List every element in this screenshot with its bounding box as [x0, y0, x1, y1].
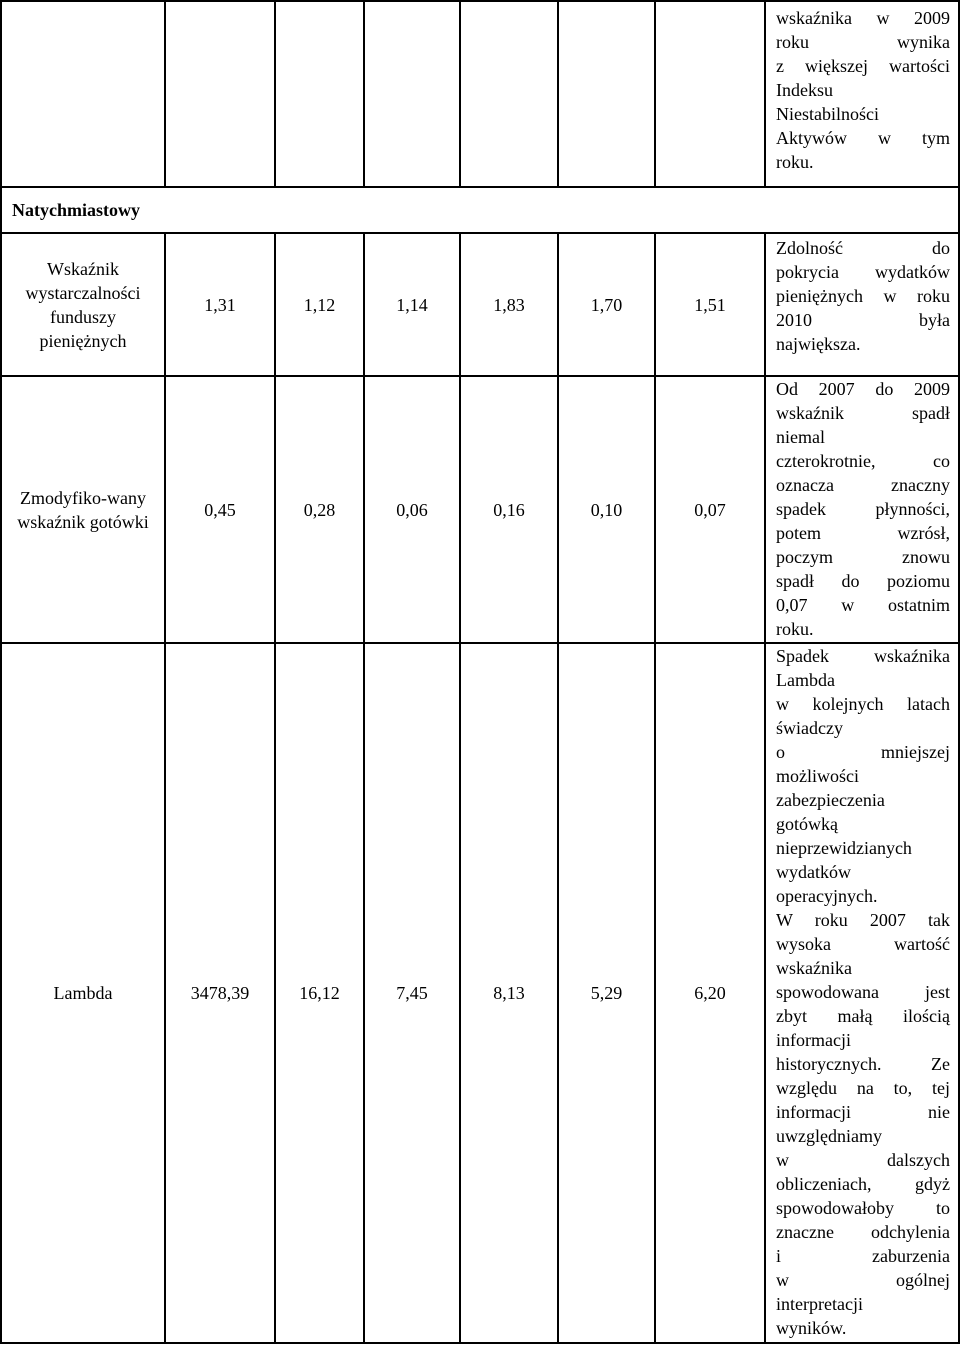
description-line: wyników. — [776, 1318, 847, 1338]
description-line: uwzględniamy — [776, 1126, 882, 1146]
empty-cell — [275, 1, 364, 187]
indicator-name: Wskaźnik wystarczalności funduszy pieniężnych — [1, 233, 165, 376]
description-line: Od 2007 do 2009 — [776, 379, 950, 399]
value-cell: 1,83 — [460, 233, 558, 376]
description-line: wskaźnika w 2009 — [776, 8, 950, 28]
description-text — [776, 236, 950, 356]
description-line: znaczne odchylenia — [776, 1222, 950, 1242]
description-line: czterokrotnie, co — [776, 451, 950, 471]
value-cell: 1,14 — [364, 233, 460, 376]
description-line: W roku 2007 tak — [776, 910, 950, 930]
description-line: w kolejnych latach — [776, 694, 950, 714]
description-line: z większej wartości — [776, 56, 950, 76]
description-line: względu na to, tej — [776, 1078, 950, 1098]
value-cell: 8,13 — [460, 643, 558, 1343]
value-cell: 1,12 — [275, 233, 364, 376]
description-line: i zaburzenia — [776, 1246, 950, 1266]
description-line: spadł do poziomu — [776, 571, 950, 591]
value-cell: 0,45 — [165, 376, 275, 643]
empty-cell — [655, 1, 765, 187]
description-text — [776, 644, 950, 1340]
description-line: interpretacji — [776, 1294, 863, 1314]
description-cell — [765, 1, 959, 187]
description-line: obliczeniach, gdyż — [776, 1174, 950, 1194]
description-line: spowodowana jest — [776, 982, 950, 1002]
value-cell: 0,28 — [275, 376, 364, 643]
description-line: potem wzrósł, — [776, 523, 950, 543]
indicator-name: Lambda — [1, 643, 165, 1343]
description-line: największa. — [776, 334, 861, 354]
description-line: Indeksu — [776, 80, 833, 100]
table-row — [1, 376, 959, 643]
value-cell: 6,20 — [655, 643, 765, 1343]
empty-cell — [460, 1, 558, 187]
description-line: w ogólnej — [776, 1270, 950, 1290]
description-line: operacyjnych. — [776, 886, 878, 906]
description-line: świadczy — [776, 718, 843, 738]
description-cell — [765, 643, 959, 1343]
description-line: o mniejszej — [776, 742, 950, 762]
value-cell: 0,16 — [460, 376, 558, 643]
continuation-row — [1, 1, 959, 187]
description-line: niemal — [776, 427, 825, 447]
description-line: informacji — [776, 1030, 851, 1050]
value-cell: 3478,39 — [165, 643, 275, 1343]
description-line: poczym znowu — [776, 547, 950, 567]
description-line: roku. — [776, 152, 814, 172]
section-row — [1, 187, 959, 233]
empty-cell — [558, 1, 655, 187]
description-line: historycznych. Ze — [776, 1054, 950, 1074]
description-line: roku wynika — [776, 32, 950, 52]
description-line: spadek płynności, — [776, 499, 950, 519]
description-cell — [765, 233, 959, 376]
value-cell: 1,31 — [165, 233, 275, 376]
description-line: roku. — [776, 619, 814, 639]
empty-cell — [1, 1, 165, 187]
description-line: pieniężnych w roku — [776, 286, 950, 306]
value-cell: 16,12 — [275, 643, 364, 1343]
description-text — [776, 377, 950, 641]
description-line: Aktywów w tym — [776, 128, 950, 148]
value-cell: 5,29 — [558, 643, 655, 1343]
value-cell: 1,51 — [655, 233, 765, 376]
description-line: w dalszych — [776, 1150, 950, 1170]
description-line: oznacza znaczny — [776, 475, 950, 495]
description-line: wskaźnik spadł — [776, 403, 950, 423]
empty-cell — [364, 1, 460, 187]
description-line: gotówką — [776, 814, 838, 834]
description-line: zabezpieczenia — [776, 790, 885, 810]
description-line: Lambda — [776, 670, 835, 690]
description-cell — [765, 376, 959, 643]
description-line: wydatków — [776, 862, 851, 882]
description-line: pokrycia wydatków — [776, 262, 950, 282]
value-cell: 1,70 — [558, 233, 655, 376]
value-cell: 0,10 — [558, 376, 655, 643]
description-line: możliwości — [776, 766, 859, 786]
table-row — [1, 233, 959, 376]
description-line: Spadek wskaźnika — [776, 646, 950, 666]
section-title: Natychmiastowy — [1, 187, 959, 233]
description-line: nieprzewidzianych — [776, 838, 912, 858]
indicator-name: Zmodyfiko-wany wskaźnik gotówki — [1, 376, 165, 643]
description-line: spowodowałoby to — [776, 1198, 950, 1218]
value-cell: 0,07 — [655, 376, 765, 643]
table-row — [1, 643, 959, 1343]
description-line: wysoka wartość — [776, 934, 950, 954]
description-text — [776, 6, 950, 174]
description-line: informacji nie — [776, 1102, 950, 1122]
description-line: wskaźnika — [776, 958, 852, 978]
value-cell: 7,45 — [364, 643, 460, 1343]
value-cell: 0,06 — [364, 376, 460, 643]
description-line: zbyt małą ilością — [776, 1006, 950, 1026]
description-line: Niestabilności — [776, 104, 879, 124]
description-line: 2010 była — [776, 310, 950, 330]
description-line: Zdolność do — [776, 238, 950, 258]
empty-cell — [165, 1, 275, 187]
description-line: 0,07 w ostatnim — [776, 595, 950, 615]
